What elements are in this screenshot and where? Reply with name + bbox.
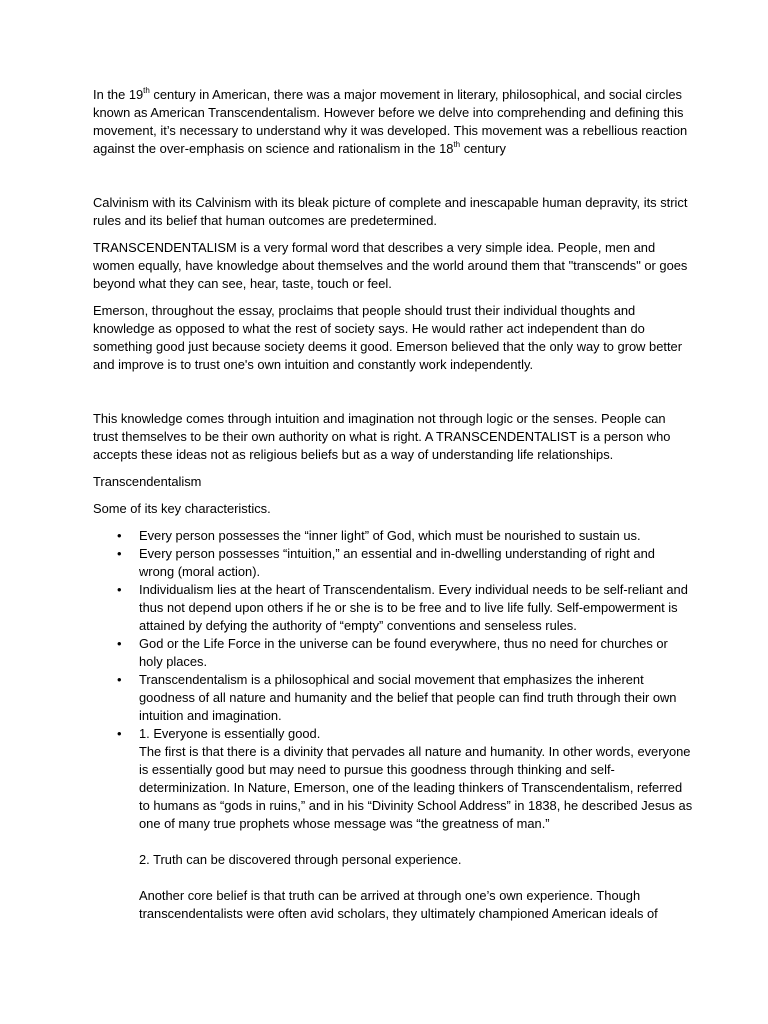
document-body <box>93 86 693 923</box>
intro-superscript-1: th <box>143 85 150 95</box>
bullet-icon: • <box>117 582 122 597</box>
list-item <box>93 635 693 671</box>
list-item-text: Every person possesses the “inner light” of God, which must be nourished to sustain us. <box>139 528 641 543</box>
intro-text-2: century in American, there was a major movement in literary, philosophical, and social circles known as American Transcendentalism. However before we delve into comprehending and defining this movement, it’s necessary to understand why it was developed. This movement was a rebellious reaction against the over-emphasis on science and rationalism in the 18 <box>93 87 688 156</box>
point-1-title: 1. Everyone is essentially good. <box>139 726 321 741</box>
spacer <box>139 833 693 851</box>
intro-text-3: century <box>460 141 506 156</box>
emerson-paragraph: Emerson, throughout the essay, proclaims that people should trust their individual thoughts and knowledge as opposed to what the rest of society says. He would rather act independent than do something good just because society deems it good. Emerson believed that the only way to grow better and improve is to trust one's own intuition and constantly work independently. <box>93 303 683 372</box>
list-item-text: Transcendentalism is a philosophical and social movement that emphasizes the inherent goodness of all nature and humanity and the belief that people can find truth through their own intuition and imagination. <box>139 672 677 723</box>
intro-text-1: In the 19 <box>93 87 144 102</box>
intro-superscript-2: th <box>453 139 461 149</box>
bullet-icon: • <box>117 636 122 651</box>
definition-paragraph: TRANSCENDENTALISM is a very formal word that describes a very simple idea. People, men and women equally, have knowledge about themselves and the world around them that "transcends" or goes beyond what they can see, hear, taste, touch or feel. <box>93 240 688 291</box>
calvinism-paragraph: Calvinism with its Calvinism with its bleak picture of complete and inescapable human depravity, its strict rules and its belief that human outcomes are predetermined. <box>93 195 688 228</box>
list-item <box>93 527 693 545</box>
spacer <box>139 869 693 887</box>
intro-paragraph <box>93 86 693 158</box>
list-item-text: God or the Life Force in the universe can be found everywhere, thus no need for churches or holy places. <box>139 636 668 669</box>
knowledge-paragraph: This knowledge comes through intuition and imagination not through logic or the senses. People can trust themselves to be their own authority on what is right. A TRANSCENDENTALIST is a person who accepts these ideas not as religious beliefs but as a way of understanding life relationships. <box>93 411 671 462</box>
bullet-icon: • <box>117 528 122 543</box>
bullet-icon: • <box>117 726 122 741</box>
point-1-body: The first is that there is a divinity that pervades all nature and humanity. In other words, everyone is essentially good but may need to pursue this goodness through thinking and self-determinization. In Nature, Emerson, one of the leading thinkers of Transcendentalism, referred to humans as “gods in ruins,” and in his “Divinity School Address” in 1838, he described Jesus as one of many true prophets whose message was “the greatness of man.” <box>139 744 693 831</box>
characteristics-list <box>93 527 693 923</box>
bullet-icon: • <box>117 546 122 561</box>
list-item <box>93 545 693 581</box>
section-heading: Transcendentalism <box>93 474 202 489</box>
list-item-text: Every person possesses “intuition,” an essential and in-dwelling understanding of right and wrong (moral action). <box>139 546 655 579</box>
list-item-text: Individualism lies at the heart of Transcendentalism. Every individual needs to be self-reliant and thus not depend upon others if he or she is to be free and to live life fully. Self-empowerment is attained by defying the authority of “empty” conventions and senseless rules. <box>139 582 688 633</box>
list-item <box>93 581 693 635</box>
characteristics-intro: Some of its key characteristics. <box>93 501 271 516</box>
point-2-title: 2. Truth can be discovered through personal experience. <box>139 852 462 867</box>
bullet-icon: • <box>117 672 122 687</box>
list-item <box>93 671 693 725</box>
point-2-body: Another core belief is that truth can be arrived at through one’s own experience. Though transcendentalists were often avid scholars, they ultimately championed American ideals of <box>139 888 658 921</box>
list-item <box>93 725 693 923</box>
